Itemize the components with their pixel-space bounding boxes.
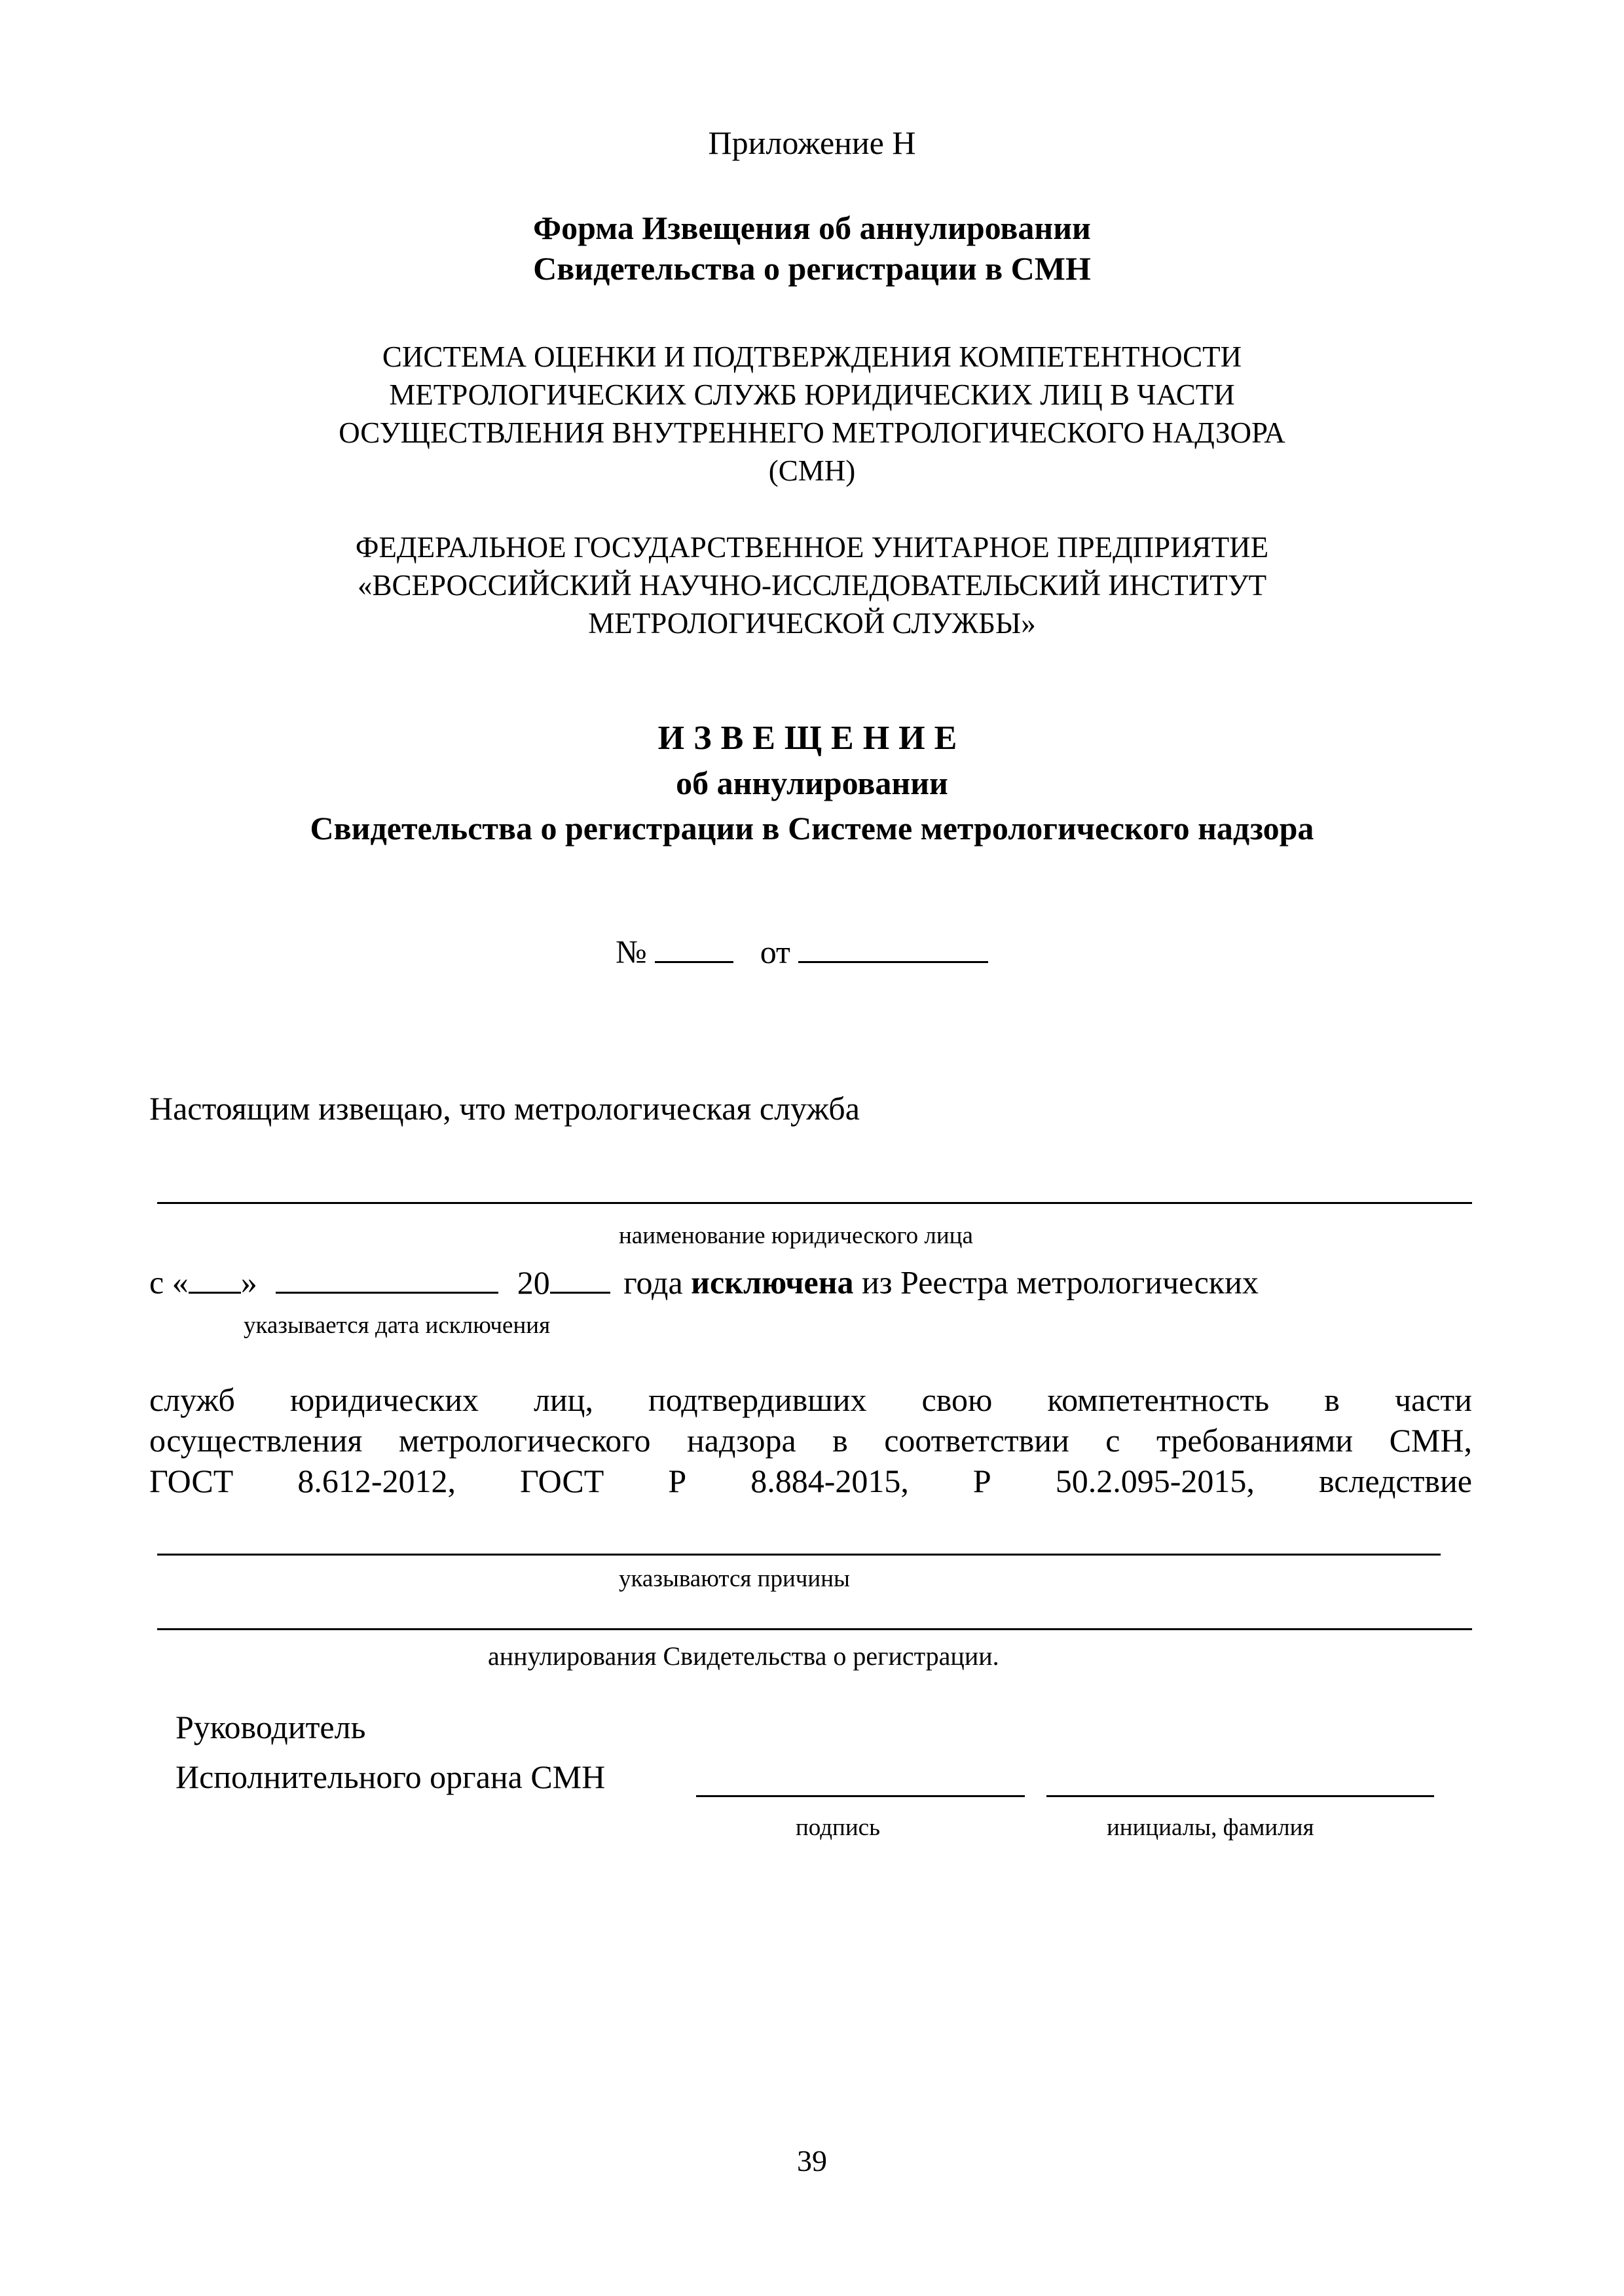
system-name-line-2: МЕТРОЛОГИЧЕСКИХ СЛУЖБ ЮРИДИЧЕСКИХ ЛИЦ В ЧАСТИ (389, 378, 1235, 411)
name-caption: инициалы, фамилия (1107, 1814, 1314, 1841)
date-blank[interactable] (798, 930, 988, 963)
signature-field-line[interactable] (696, 1795, 1025, 1797)
number-label: № (616, 933, 647, 970)
date-prefix: с « (149, 1264, 189, 1301)
appendix-title: Приложение Н (708, 124, 916, 161)
paragraph-line-2: осуществления метрологического надзора в соответствии с требованиями СМН, (149, 1422, 1472, 1459)
system-name-line-1: СИСТЕМА ОЦЕНКИ И ПОДТВЕРЖДЕНИЯ КОМПЕТЕНТНОСТИ (382, 340, 1242, 373)
signature-caption: подпись (796, 1814, 880, 1841)
excluded-word: исключена (691, 1264, 854, 1301)
excluded-before: года (623, 1264, 683, 1301)
day-blank[interactable] (189, 1260, 241, 1294)
month-blank[interactable] (276, 1260, 498, 1294)
intro-text: Настоящим извещаю, что метрологическая служба (149, 1090, 860, 1127)
legal-entity-field-line[interactable] (157, 1202, 1472, 1204)
date-label: от (760, 933, 790, 970)
closing-caption: аннулирования Свидетельства о регистрации. (488, 1641, 999, 1671)
notice-subject: Свидетельства о регистрации в Системе метрологического надзора (310, 810, 1314, 847)
excluded-after: из Реестра метрологических (862, 1264, 1259, 1301)
form-title-line-2: Свидетельства о регистрации в СМН (533, 250, 1091, 287)
organization-line-1: ФЕДЕРАЛЬНОЕ ГОСУДАРСТВЕННОЕ УНИТАРНОЕ ПРЕДПРИЯТИЕ (355, 531, 1269, 564)
number-line (616, 930, 988, 971)
notice-subheading: об аннулировании (676, 765, 948, 801)
date-caption: указывается дата исключения (244, 1312, 551, 1339)
signature-role-line-2: Исполнительного органа СМН (175, 1758, 606, 1795)
paragraph-line-1: служб юридических лиц, подтвердивших свою компетентность в части (149, 1381, 1472, 1418)
system-name-line-3: ОСУЩЕСТВЛЕНИЯ ВНУТРЕННЕГО МЕТРОЛОГИЧЕСКОГО НАДЗОРА (339, 416, 1285, 449)
closing-field-line[interactable] (157, 1628, 1472, 1630)
year-prefix: 20 (517, 1264, 550, 1301)
number-blank[interactable] (655, 930, 733, 963)
signature-role-line-1: Руководитель (175, 1709, 366, 1745)
system-name-abbr: (СМН) (768, 454, 856, 487)
reasons-field-line[interactable] (157, 1554, 1441, 1556)
exclusion-date-line (149, 1260, 1259, 1302)
organization-line-2: «ВСЕРОССИЙСКИЙ НАУЧНО-ИССЛЕДОВАТЕЛЬСКИЙ ИНСТИТУТ (357, 569, 1267, 602)
name-field-line[interactable] (1046, 1795, 1434, 1797)
year-blank[interactable] (550, 1260, 610, 1294)
page-number: 39 (797, 2144, 827, 2178)
date-quote-close: » (240, 1264, 257, 1301)
legal-entity-caption: наименование юридического лица (619, 1222, 973, 1249)
paragraph-line-3: ГОСТ 8.612-2012, ГОСТ Р 8.884-2015, Р 50.2.095-2015, вследствие (149, 1463, 1472, 1499)
notice-heading: ИЗВЕЩЕНИЕ (657, 720, 967, 757)
form-title-line-1: Форма Извещения об аннулировании (533, 210, 1091, 246)
reasons-caption: указываются причины (619, 1565, 850, 1592)
organization-line-3: МЕТРОЛОГИЧЕСКОЙ СЛУЖБЫ» (588, 607, 1036, 640)
